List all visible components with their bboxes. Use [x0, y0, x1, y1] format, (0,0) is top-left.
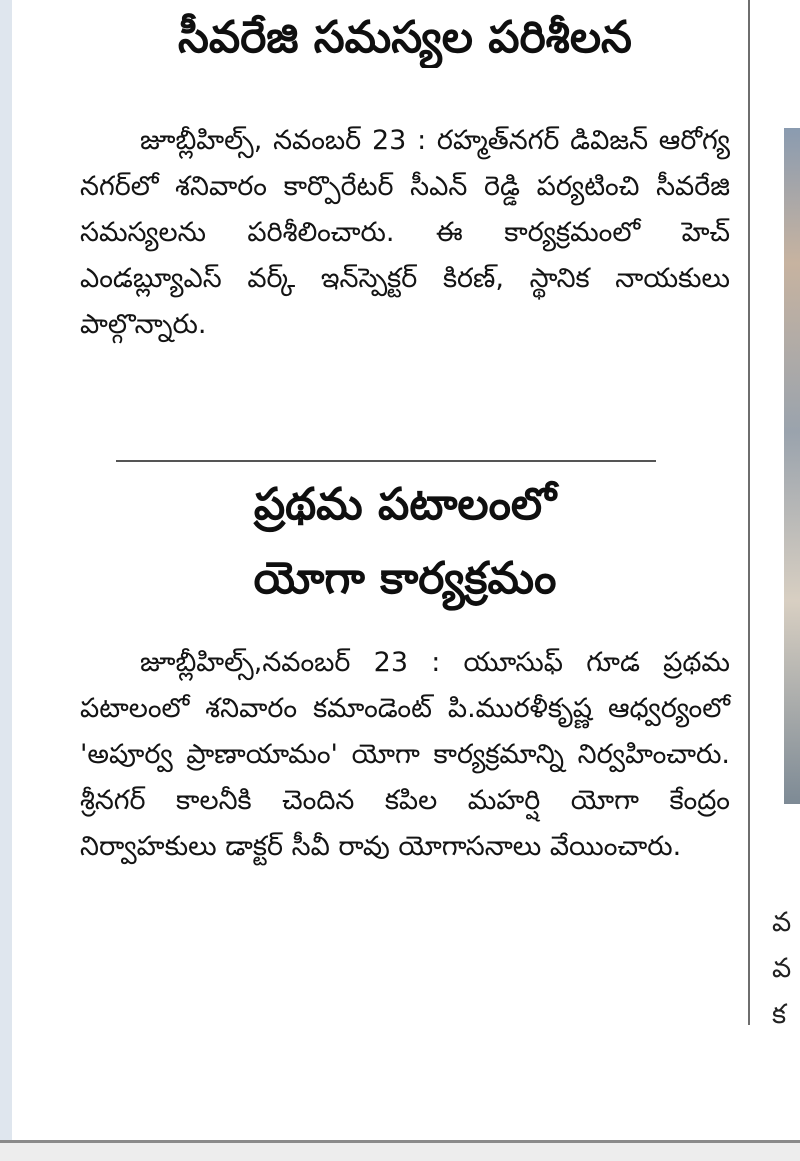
article-body-sewerage: జూబ్లీహిల్స్, నవంబర్ 23 : రహ్మత్‌నగర్ డివిజన్ ఆరోగ్య నగర్‌లో శనివారం కార్పొరేటర్ సీఎన్ రెడ్డి పర్యటించి సీవరేజి సమస్యలను పరిశీలించారు. ఈ కార్యక్రమంలో హెచ్ ఎండబ్ల్యూఎస్ వర్క్ ఇన్‌స్పెక్టర్ కిరణ్, స్థానిక నాయకులు పాల్గొన్నారు. — [80, 125, 730, 340]
column-divider — [748, 0, 750, 1025]
article-body-yoga: జూబ్లీహిల్స్,నవంబర్ 23 : యూసుఫ్ గూడ ప్రథమ పటాలంలో శనివారం కమాండెంట్ పి.మురళీకృష్ణ ఆధ్వర్యంలో 'అపూర్వ ప్రాణాయామం' యోగా కార్యక్రమాన్ని నిర్వహించారు. శ్రీనగర్ కాలనీకి చెందిన కపిల మహర్షి యోగా కేంద్రం నిర్వాహకులు డాక్టర్ సీవీ రావు యోగాసనాలు వేయించారు. — [80, 647, 730, 862]
article-separator — [116, 460, 656, 462]
adjacent-photo — [784, 128, 800, 804]
headline-yoga-line2: యోగా కార్యక్రమం — [253, 553, 557, 604]
right-column-fragment-2: వ — [772, 953, 792, 984]
article-sewerage — [80, 8, 730, 348]
headline-sewerage: సీవరేజి సమస్యల పరిశీలన — [178, 12, 632, 63]
bottom-band — [0, 1143, 800, 1161]
left-margin-strip — [0, 0, 12, 1140]
right-column-fragment-3: క — [772, 999, 787, 1030]
right-column-fragment-1: వ — [772, 907, 792, 938]
headline-yoga-line1: ప్రథమ పటాలంలో — [253, 479, 557, 530]
article-yoga — [80, 468, 730, 870]
